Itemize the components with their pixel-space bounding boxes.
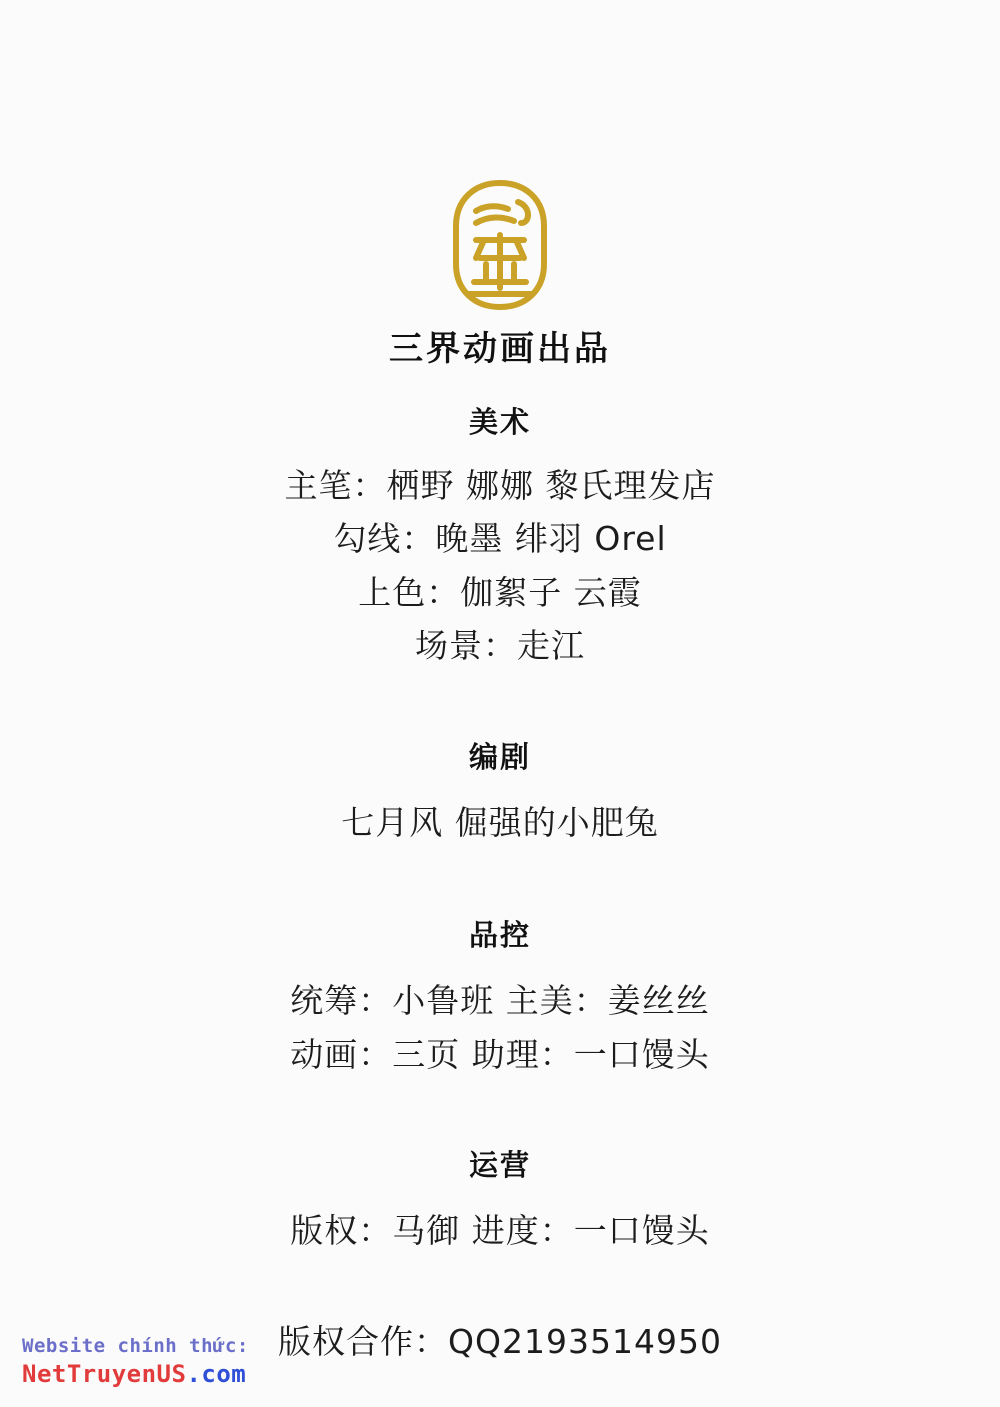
section-quality-control xyxy=(0,913,1000,1081)
credit-line: 主笔：栖野 娜娜 黎氏理发店 xyxy=(284,466,716,505)
studio-name: 三界动画出品 xyxy=(389,329,611,369)
credit-line: 七月风 倔强的小肥兔 xyxy=(341,802,659,842)
section-title-quality-control: 品控 xyxy=(468,918,531,953)
watermark-com: .com xyxy=(186,1360,247,1389)
watermark-net: NetTruyen xyxy=(22,1360,157,1389)
credit-line: 动画：三页 助理：一口馒头 xyxy=(290,1034,710,1074)
site-watermark xyxy=(22,1334,249,1391)
credit-line: 勾线：晚墨 绯羽 Orel xyxy=(333,519,667,559)
section-title-art: 美术 xyxy=(468,405,531,439)
watermark-us: US xyxy=(156,1360,187,1389)
credit-line: 版权：马御 进度：一口馒头 xyxy=(290,1211,710,1251)
watermark-site xyxy=(22,1359,249,1391)
sanjie-seal-logo-icon xyxy=(446,178,554,312)
section-art xyxy=(0,400,1000,673)
credit-line: 上色：伽絮子 云霞 xyxy=(358,572,642,612)
section-writer xyxy=(0,735,1000,849)
copyright-contact: 版权合作：QQ2193514950 xyxy=(278,1321,722,1361)
credit-line: 场景：走江 xyxy=(415,626,585,666)
watermark-label: Website chính thức: xyxy=(22,1335,249,1358)
credit-line: 统筹：小鲁班 主美：姜丝丝 xyxy=(290,981,710,1021)
section-operations xyxy=(0,1143,1000,1257)
section-title-operations: 运营 xyxy=(468,1148,531,1183)
section-title-writer: 编剧 xyxy=(468,739,531,774)
studio-logo xyxy=(0,175,1000,315)
